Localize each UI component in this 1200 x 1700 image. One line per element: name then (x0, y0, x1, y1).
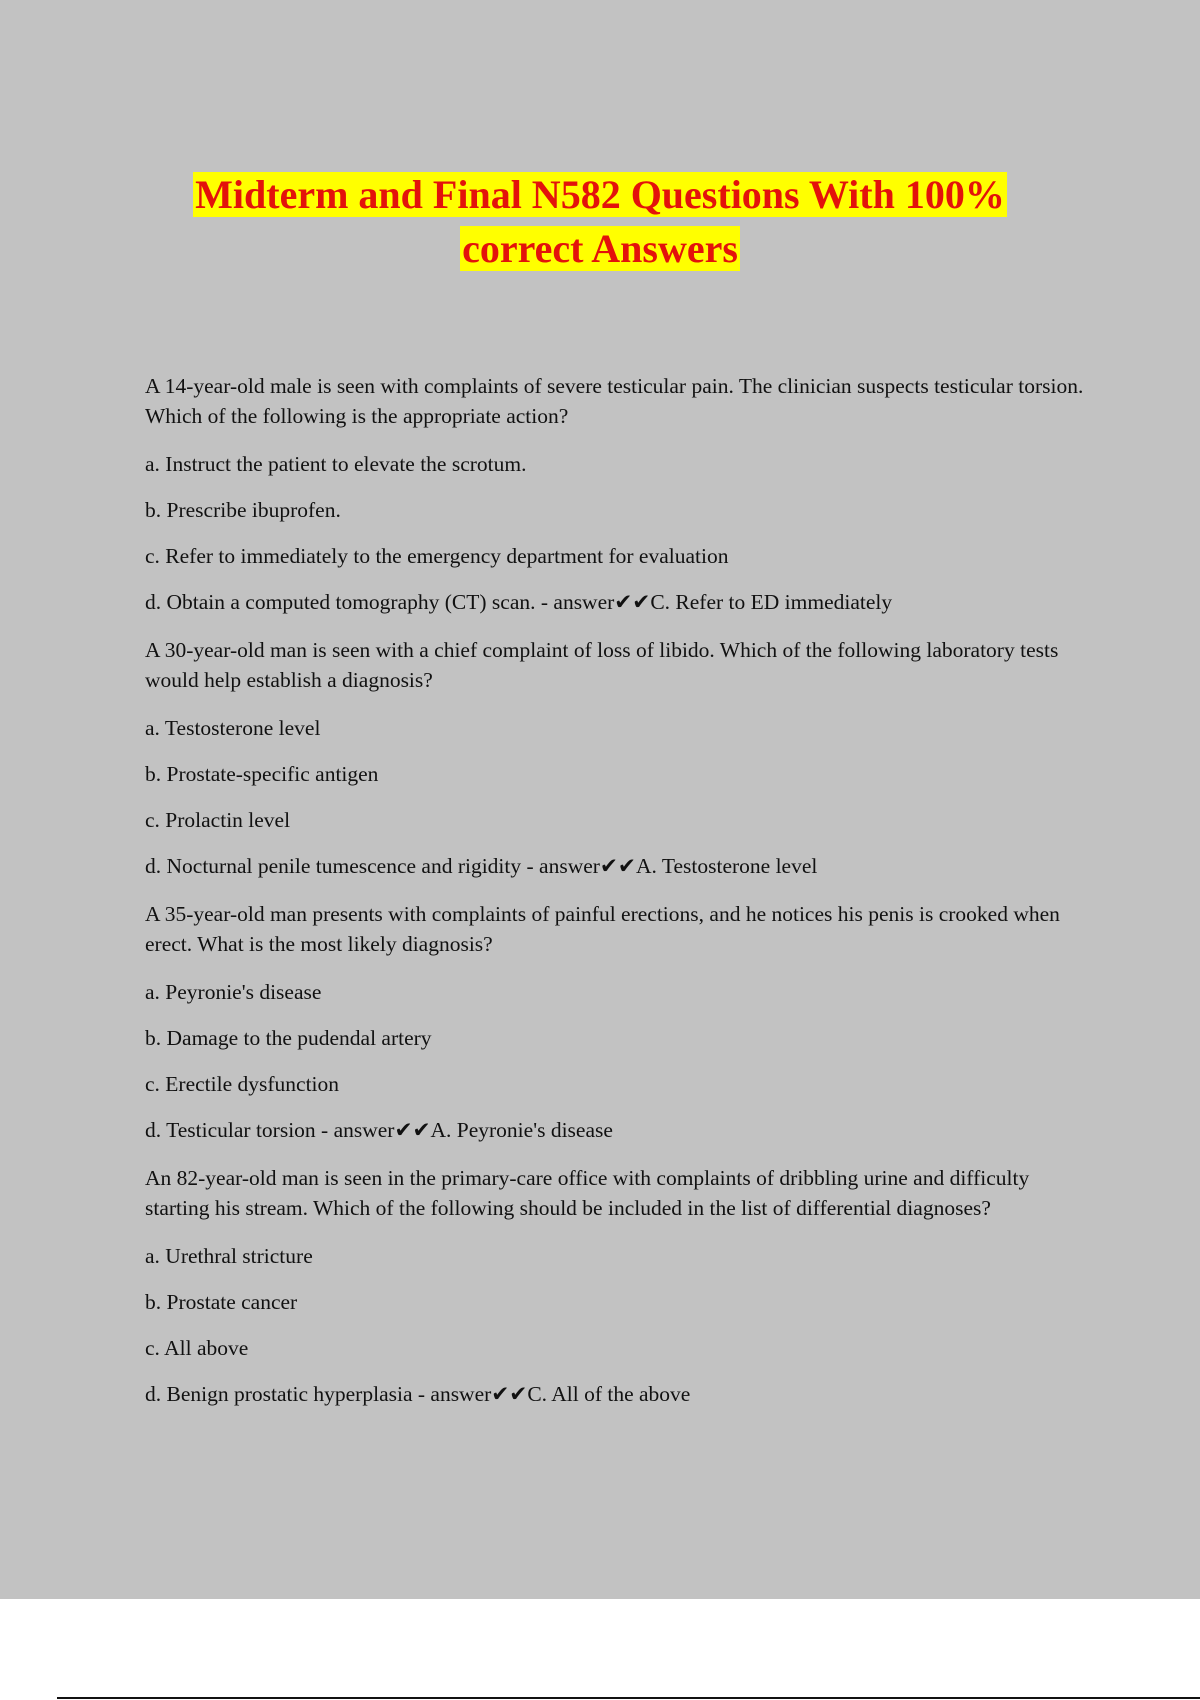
answer-option: c. Prolactin level (145, 808, 291, 832)
answer-option: b. Prostate cancer (145, 1290, 298, 1314)
answer-option: a. Peyronie's disease (145, 980, 322, 1004)
answer-option: a. Instruct the patient to elevate the scrotum. (145, 452, 527, 476)
question-block (145, 1163, 1095, 1427)
answer-option: c. All above (145, 1336, 249, 1360)
answer-option: c. Erectile dysfunction (145, 1072, 340, 1096)
question-block (145, 371, 1095, 635)
page-footer (0, 1599, 1200, 1700)
answer-option-with-key: d. Benign prostatic hyperplasia - answer✔✔C. All of the above (145, 1382, 691, 1406)
answer-option: b. Prostate-specific antigen (145, 762, 379, 786)
question-text: A 35-year-old man presents with complaints of painful erections, and he notices his penis is crooked when erect. What is the most likely diagnosis? (145, 902, 1060, 956)
question-text: A 30-year-old man is seen with a chief complaint of loss of libido. Which of the following laboratory tests would help establish a diagnosis? (145, 638, 1059, 692)
answer-option-with-key: d. Testicular torsion - answer✔✔A. Peyronie's disease (145, 1118, 613, 1142)
answer-option-with-key: d. Nocturnal penile tumescence and rigidity - answer✔✔A. Testosterone level (145, 854, 818, 878)
question-block (145, 899, 1095, 1163)
answer-option: b. Damage to the pudendal artery (145, 1026, 432, 1050)
footer-divider (57, 1697, 1200, 1699)
answer-option: a. Urethral stricture (145, 1244, 313, 1268)
title-line-2: correct Answers (462, 226, 738, 271)
answer-option: c. Refer to immediately to the emergency department for evaluation (145, 544, 729, 568)
question-list (145, 371, 1095, 1427)
answer-option: a. Testosterone level (145, 716, 321, 740)
question-block (145, 635, 1095, 899)
title-line-1: Midterm and Final N582 Questions With 100% (195, 172, 1005, 217)
answer-option-with-key: d. Obtain a computed tomography (CT) scan. - answer✔✔C. Refer to ED immediately (145, 590, 893, 614)
question-text: An 82-year-old man is seen in the primary-care office with complaints of dribbling urine and difficulty starting his stream. Which of the following should be included in the list of differential diagnoses? (145, 1166, 1030, 1220)
page-title (0, 168, 1200, 276)
question-text: A 14-year-old male is seen with complaints of severe testicular pain. The clinician suspects testicular torsion. Which of the following is the appropriate action? (145, 374, 1084, 428)
answer-option: b. Prescribe ibuprofen. (145, 498, 341, 522)
